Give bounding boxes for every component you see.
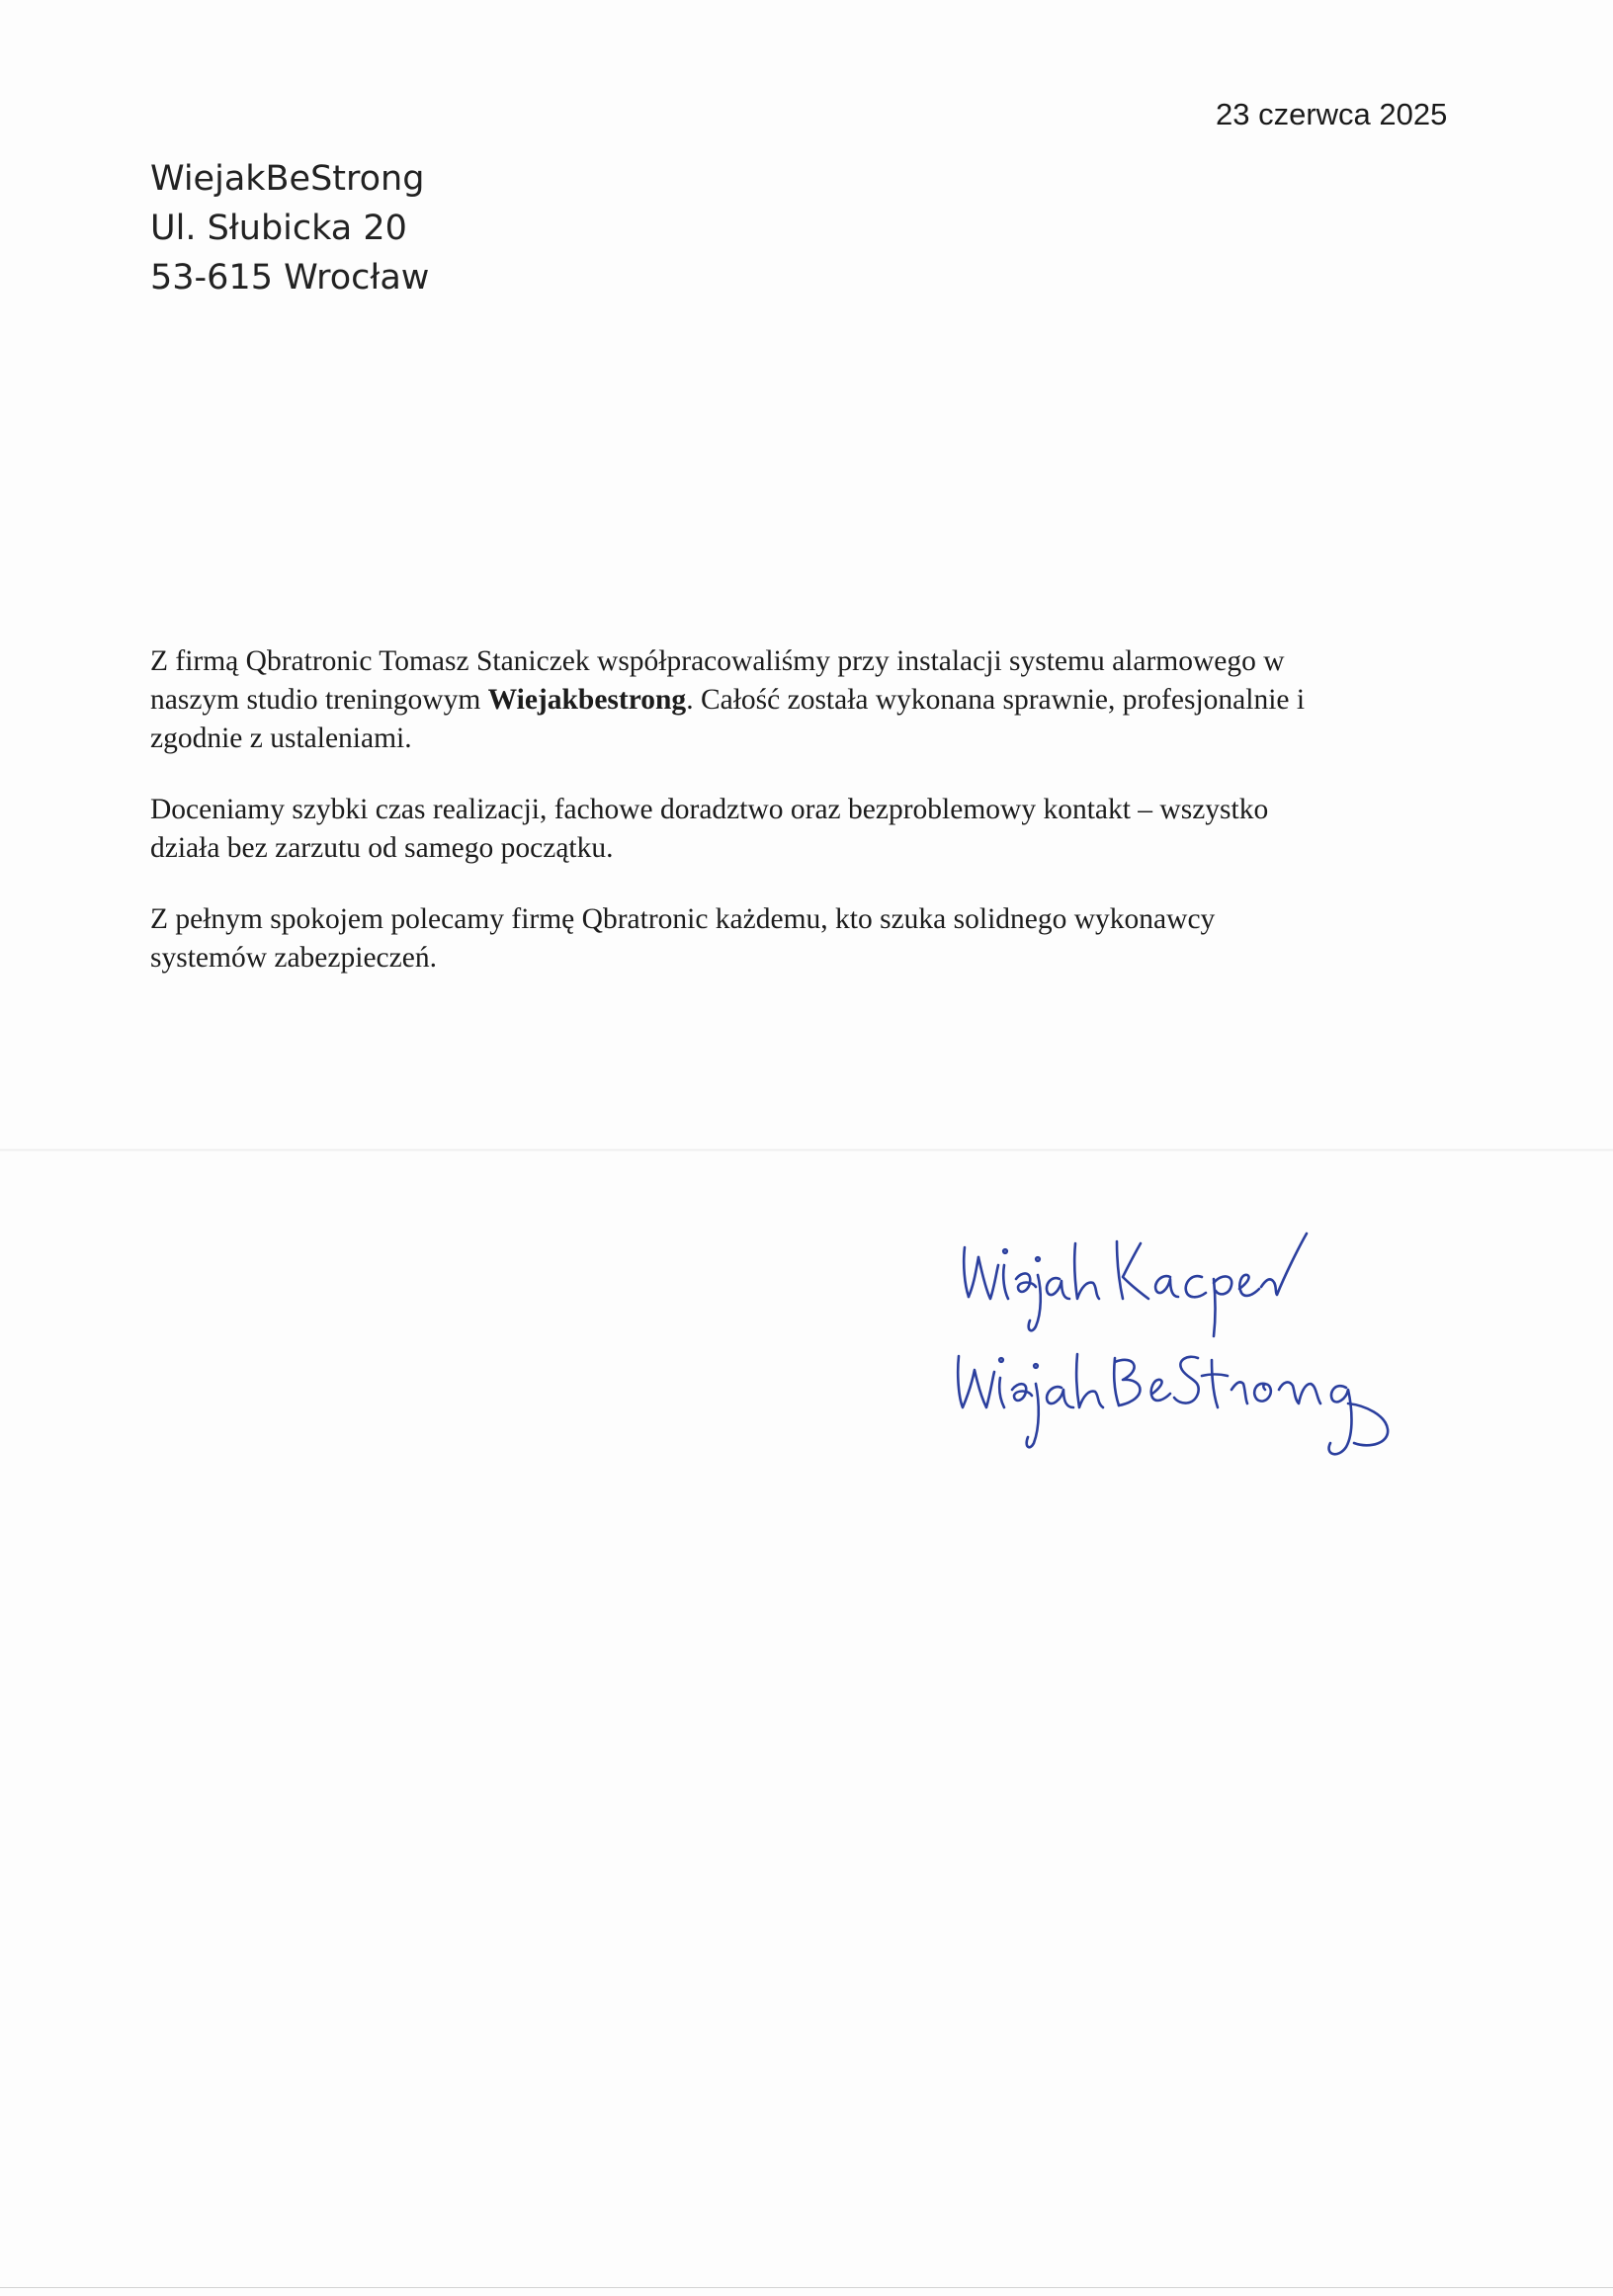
paragraph-3-line-2: systemów zabezpieczeń. [150,942,437,974]
handwritten-signature [939,1196,1492,1473]
sig-l1-w-stroke-c [978,1257,998,1299]
sig-l2-a-stroke [1047,1387,1073,1407]
sig-l2-t-stem [1212,1360,1218,1407]
sig-l1-a-stroke [1047,1278,1069,1299]
sender-address [150,154,429,302]
paragraph-1 [150,642,1465,758]
sig-l2-e-stroke [1012,1384,1032,1401]
paragraph-2-line-1: Doceniamy szybki czas realizacji, fachowe doradztwo oraz bezproblemowy kontakt – wszystko [150,794,1269,825]
sig-l1-e2-stroke [1239,1275,1259,1296]
paragraph-2 [150,791,1465,868]
sig-l1-k-stroke [1074,1243,1099,1299]
sig-l1-w-stroke-b [969,1257,978,1297]
scan-fold-line [0,1148,1613,1151]
sig-l1-e-stroke [1016,1273,1036,1292]
sender-city: 53-615 Wrocław [150,258,430,298]
sig-l2-i-stroke [999,1378,1004,1407]
sig-l2-n-stroke [1279,1383,1320,1403]
paragraph-1-line-2-start: naszym studio treningowym [150,684,488,716]
paragraph-1-line-2-end: . Całość została wykonana sprawnie, profesjonalnie i [686,684,1306,716]
sig-l2-flourish [1348,1403,1388,1445]
letter-body [150,642,1465,1010]
paragraph-3 [150,900,1465,978]
sender-name: WiejakBeStrong [150,159,425,199]
sig-l2-g-stroke [1329,1386,1352,1454]
paragraph-1-line-1: Z firmą Qbratronic Tomasz Staniczek współpracowaliśmy przy instalacji systemu alarmowego w [150,645,1285,677]
sig-l2-i-dot [999,1358,1003,1362]
sig-l1-a2-stroke [1155,1276,1178,1297]
sig-l2-B-stem [1114,1358,1119,1405]
sig-l1-r-stroke [1261,1233,1307,1295]
studio-name-bold: Wiejakbestrong [487,684,687,716]
sig-l2-S-stroke [1174,1357,1199,1403]
sender-street: Ul. Słubicka 20 [150,209,407,248]
sig-l2-t-bar [1202,1375,1228,1377]
paragraph-3-line-1: Z pełnym spokojem polecamy firmę Qbratronic każdemu, kto szuka solidnego wykonawcy [150,903,1216,935]
sig-l2-e2-stroke [1151,1380,1170,1401]
sig-l2-o-stroke [1254,1384,1271,1402]
sig-l1-K-arms [1123,1243,1148,1299]
sig-l1-w-stroke-a [964,1247,969,1297]
sig-l2-B-bowls [1115,1360,1141,1405]
sig-l1-K-stem [1117,1241,1123,1299]
paragraph-1-line-3: zgodnie z ustaleniami. [150,723,412,754]
sig-l1-i-dot [1003,1249,1007,1253]
sig-l2-r-stroke [1231,1382,1247,1403]
paragraph-1-line-2 [150,681,1465,720]
sig-l1-p-stem [1214,1279,1216,1336]
sig-l1-c-stroke [1186,1276,1206,1297]
sig-l1-i-stroke [1003,1265,1008,1299]
sig-l2-w-stroke [958,1356,994,1407]
sig-l1-p-bowl [1214,1276,1231,1294]
signature-strokes [958,1233,1388,1454]
letter-date: 23 czerwca 2025 [1216,97,1448,131]
sig-l2-j-dot [1034,1364,1038,1368]
paragraph-2-line-2: działa bez zarzutu od samego początku. [150,832,614,864]
sig-l2-k-stroke [1076,1354,1103,1407]
sig-l1-j-dot [1036,1257,1040,1261]
scan-bottom-edge [0,2287,1613,2288]
